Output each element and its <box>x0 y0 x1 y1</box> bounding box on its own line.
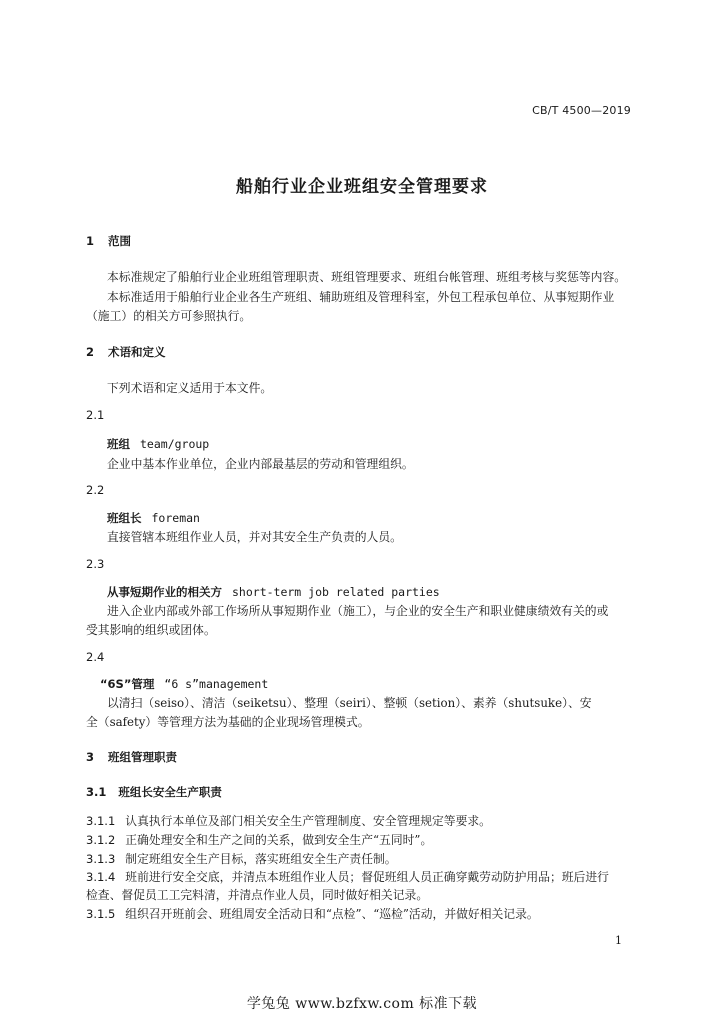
term-zh: “6S”管理 <box>100 677 155 691</box>
paragraph: 本标准规定了船舶行业企业班组管理职责、班组管理要求、班组台帐管理、班组考核与奖惩等内容。 <box>107 270 627 284</box>
paragraph: 本标准适用于船舶行业企业各生产班组、辅助班组及管理科室，外包工程承包单位、从事短期作业 <box>107 290 615 304</box>
item-text: 正确处理安全和生产之间的关系，做到安全生产“五同时”。 <box>125 833 433 847</box>
item-number: 3.1.3 <box>86 852 116 866</box>
term-en: foreman <box>151 511 200 525</box>
term-zh: 从事短期作业的相关方 <box>107 585 222 599</box>
list-item <box>86 812 491 829</box>
item-text: 认真执行本单位及部门相关安全生产管理制度、安全管理规定等要求。 <box>125 814 491 828</box>
section-title: 班组管理职责 <box>108 750 178 764</box>
term-definition: 进入企业内部或外部工作场所从事短期作业（施工），与企业的安全生产和职业健康绩效有关的或 <box>107 604 609 618</box>
footer-watermark: 学兔兔 www.bzfxw.com 标准下载 <box>246 996 478 1012</box>
section-number: 1 <box>86 234 95 248</box>
term-zh: 班组长 <box>107 511 142 525</box>
section-number: 2 <box>86 345 95 359</box>
item-number: 3.1.4 <box>86 870 116 884</box>
standard-number: CB/T 4500—2019 <box>532 104 631 117</box>
clause-number: 2.3 <box>86 557 105 571</box>
term-definition: 企业中基本作业单位，企业内部最基层的劳动和管理组织。 <box>107 457 414 471</box>
item-number: 3.1.1 <box>86 814 116 828</box>
clause-number: 2.4 <box>86 650 105 664</box>
term-en: short-term job related parties <box>232 585 440 599</box>
section-1-heading <box>86 233 131 249</box>
term-definition-continuation: 全（safety）等管理方法为基础的企业现场管理模式。 <box>86 715 370 729</box>
term-heading <box>107 510 200 526</box>
term-definition: 直接管辖本班组作业人员，并对其安全生产负责的人员。 <box>107 530 402 544</box>
term-heading <box>107 436 209 452</box>
page-number: 1 <box>615 934 622 947</box>
item-text: 班前进行安全交底，并清点本班组作业人员；督促班组人员正确穿戴劳动防护用品；班后进行 <box>125 870 609 884</box>
paragraph-continuation: （施工）的相关方可参照执行。 <box>86 309 252 323</box>
clause-number: 2.1 <box>86 408 105 422</box>
list-item <box>86 868 609 885</box>
list-item-continuation: 检查、督促员工工完料清，并清点作业人员，同时做好相关记录。 <box>86 888 429 902</box>
term-definition-continuation: 受其影响的组织或团体。 <box>86 623 216 637</box>
item-number: 3.1.2 <box>86 833 116 847</box>
item-text: 组织召开班前会、班组周安全活动日和“点检”、“巡检”活动，并做好相关记录。 <box>125 907 539 921</box>
term-heading <box>107 584 440 600</box>
item-text: 制定班组安全生产目标，落实班组安全生产责任制。 <box>125 852 397 866</box>
list-item <box>86 850 397 867</box>
clause-number: 2.2 <box>86 483 105 497</box>
list-item <box>86 905 539 922</box>
item-number: 3.1.5 <box>86 907 116 921</box>
term-heading <box>100 676 268 692</box>
section-3-heading <box>86 749 177 765</box>
term-en: team/group <box>140 437 210 451</box>
section-title: 术语和定义 <box>108 345 166 359</box>
section-title: 范围 <box>108 234 132 248</box>
term-definition: 以清扫（seiso）、清洁（seiketsu）、整理（seiri）、整顿（setion）、素养（shutsuke）、安 <box>107 696 592 710</box>
document-title: 船舶行业企业班组安全管理要求 <box>236 177 488 197</box>
term-en: “6 s”management <box>164 677 269 691</box>
subsection-3-1-heading <box>86 784 222 800</box>
section-number: 3 <box>86 750 95 764</box>
paragraph: 下列术语和定义适用于本文件。 <box>107 381 273 395</box>
list-item <box>86 831 432 848</box>
subsection-title: 班组长安全生产职责 <box>118 785 222 799</box>
subsection-number: 3.1 <box>86 785 107 799</box>
section-2-heading <box>86 344 166 360</box>
term-zh: 班组 <box>107 437 130 451</box>
